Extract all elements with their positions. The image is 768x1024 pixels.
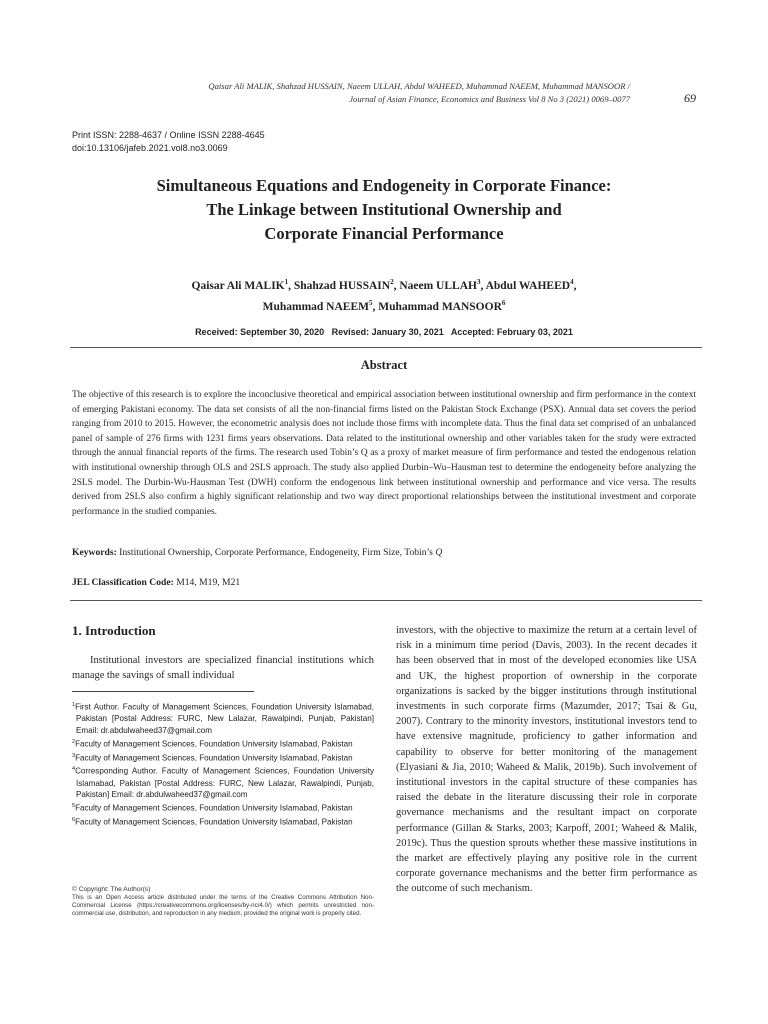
jel-line (72, 576, 696, 590)
footnote-number: 3 (72, 752, 76, 759)
running-head (100, 80, 630, 106)
footnote-text: Faculty of Management Sciences, Foundation University Islamabad, Pakistan (75, 803, 353, 813)
author-name: Naeem ULLAH (399, 279, 477, 292)
keywords-text: Institutional Ownership, Corporate Performance, Endogeneity, Firm Size, Tobin’s (119, 547, 433, 558)
footnote-text: Faculty of Management Sciences, Foundation University Islamabad, Pakistan (75, 817, 353, 827)
author-name: Muhammad NAEEM (262, 300, 369, 313)
copyright-line: © Copyright: The Author(s) (72, 886, 151, 893)
left-column (72, 653, 374, 683)
author-affiliation-mark: 6 (501, 298, 506, 307)
footnote-text: Corresponding Author. Faculty of Management Sciences, Foundation University Islamabad, Pakistan [Postal Address: FURC, New Lalazar, Rawalpindi, Punjab, Pakistan] Email: dr.abdulwaheed37@gmail.com (75, 766, 374, 800)
footnote (72, 801, 374, 814)
footnote-rule (72, 691, 254, 692)
footnote-number: 2 (72, 739, 76, 746)
intro-left-paragraph: Institutional investors are specialized financial institutions which manage the savings of small individual (72, 655, 374, 682)
divider-bottom (70, 600, 702, 601)
author-name: Muhammad MANSOOR (378, 300, 502, 313)
author-name: Shahzad HUSSAIN (293, 279, 391, 292)
footnote-text: Faculty of Management Sciences, Foundation University Islamabad, Pakistan (75, 739, 353, 749)
article-dates (72, 327, 696, 337)
author-affiliation-mark: 5 (369, 298, 373, 307)
issn-block (72, 129, 265, 155)
keywords-q: Q (435, 547, 443, 558)
footnotes (72, 700, 374, 828)
right-column (396, 623, 697, 897)
footnote (72, 764, 374, 801)
abstract-text: The objective of this research is to explore the inconclusive theoretical and empirical association between institutional ownership and firm performance in the context of emerging Pakistani economy. The data set consists of all the non-financial firms listed on the Pakistan Stock Exchange (PSX). Annual data set covers the period ranging from 2010 to 2015. However, the econometric analysis does not include those firms with incomplete data. Thus the final data set comprised of an unbalanced panel of sample of 276 firms with 1231 firms years observations. Data related to the institutional ownership and other variables taken for the study were extracted through the annual financial reports of the firms. The research used Tobin’s Q as a proxy of market measure of firm performance and tested the endogenous relation with institutional ownership through OLS and 2SLS approach. The study also applied Durbin–Wu–Hausman test to determine the endogeneity before analyzing the 2SLS model. The Durbin-Wu-Hausman Test (DWH) conform the endogenous link between institutional ownership and performance and vice versa. The results derived from 2SLS also confirm a highly significant relationship and two way direct proportional relationships between the institutional investment and corporate performance in the studied companies. (72, 390, 696, 517)
page-number: 69 (684, 91, 696, 105)
author-affiliation-mark: 4 (570, 278, 574, 286)
license-text: This is an Open Access article distributed under the terms of the Creative Commons Attribution Non-Commercial License (https://creativecommons.org/licenses/by-nc/4.0/) which permits unrestricted non-commercial use, distribution, and reproduction in any medium, provided the original work is properly cited. (72, 894, 374, 917)
keywords-line (72, 546, 696, 560)
keywords-label: Keywords: (72, 547, 117, 558)
footnote (72, 815, 374, 828)
footnote-number: 4 (72, 766, 76, 773)
running-head-journal: Journal of Asian Finance, Economics and Business Vol 8 No 3 (2021) 0069–0077 (349, 94, 630, 104)
footnote-number: 6 (72, 816, 76, 823)
dates-text: Received: September 30, 2020 Revised: January 30, 2021 Accepted: February 03, 2021 (195, 327, 573, 337)
doi-line: doi:10.13106/jafeb.2021.vol8.no3.0069 (72, 143, 228, 153)
title-line-1: Simultaneous Equations and Endogeneity in Corporate Finance: (156, 176, 612, 195)
author-name: Abdul WAHEED (485, 279, 571, 292)
footnote-number: 5 (72, 803, 76, 810)
running-head-authors: Qaisar Ali MALIK, Shahzad HUSSAIN, Naeem ULLAH, Abdul WAHEED, Muhammad NAEEM, Muhammad MANSOOR / (208, 81, 630, 91)
author-affiliation-mark: 3 (476, 278, 481, 286)
title-line-3: Corporate Financial Performance (264, 224, 504, 243)
introduction-heading: 1. Introduction (72, 623, 156, 638)
author-list (72, 274, 696, 316)
author-name: Qaisar Ali MALIK (191, 279, 285, 292)
footnote (72, 737, 374, 750)
author-line-1: Qaisar Ali MALIK$^1$, Shahzad HUSSAIN$^2$, Naeem ULLAH$^3$, Abdul WAHEED$^4$, (191, 278, 577, 292)
abstract-heading: Abstract (360, 358, 408, 372)
footnote-text: Faculty of Management Sciences, Foundation University Islamabad, Pakistan (75, 753, 353, 763)
divider-top (70, 347, 702, 348)
issn-line: Print ISSN: 2288-4637 / Online ISSN 2288-4645 (72, 130, 265, 140)
jel-label: JEL Classification Code: (72, 577, 174, 588)
footnote (72, 751, 374, 764)
author-affiliation-mark: 1 (284, 278, 289, 286)
author-line-2: Muhammad NAEEM$^5$, Muhammad MANSOOR$^6$ (262, 298, 506, 313)
copyright-notice (72, 886, 374, 918)
author-affiliation-mark: 2 (390, 278, 394, 286)
jel-codes: M14, M19, M21 (176, 577, 241, 588)
title-line-2: The Linkage between Institutional Ownership and (206, 200, 562, 219)
footnote (72, 700, 374, 737)
intro-right-paragraph: investors, with the objective to maximize the return at a certain level of risk in a minimum time period (Davis, 2003). In the recent decades it has been observed that in most of the developed economies like USA and UK, the highest proportion of ownership in the corporate organizations is sacked by the bigger institutions through institutional investments in such corporate firms (Mazumder, 2017; Tsai & Gu, 2007). Contrary to the minority investors, institutional investors tend to have extensive magnitude, proficiency to gather information and capability to observe for better monitoring of the management (Elyasiani & Jia, 2010; Waheed & Malik, 2019b). Such involvement of institutional investors in the capital structure of these companies has raised the debate in the literature discussing their role in corporate governance mechanisms and the resultant impact on corporate performance (Gillan & Starks, 2003; Karpoff, 2001; Waheed & Malik, 2019c). Thus the question sprouts whether these massive institutions in the market are effectively playing any positive role in the current corporate governance mechanisms and the better firm performance as the outcome of such mechanism. (396, 625, 697, 895)
footnote-number: 1 (72, 702, 76, 708)
paper-title (72, 174, 696, 246)
footnote-text: First Author. Faculty of Management Sciences, Foundation University Islamabad, Pakistan [Postal Address: FURC, New Lalazar, Rawalpindi, Punjab, Pakistan] Email: dr.abdulwaheed37@gmail.com (75, 702, 374, 736)
